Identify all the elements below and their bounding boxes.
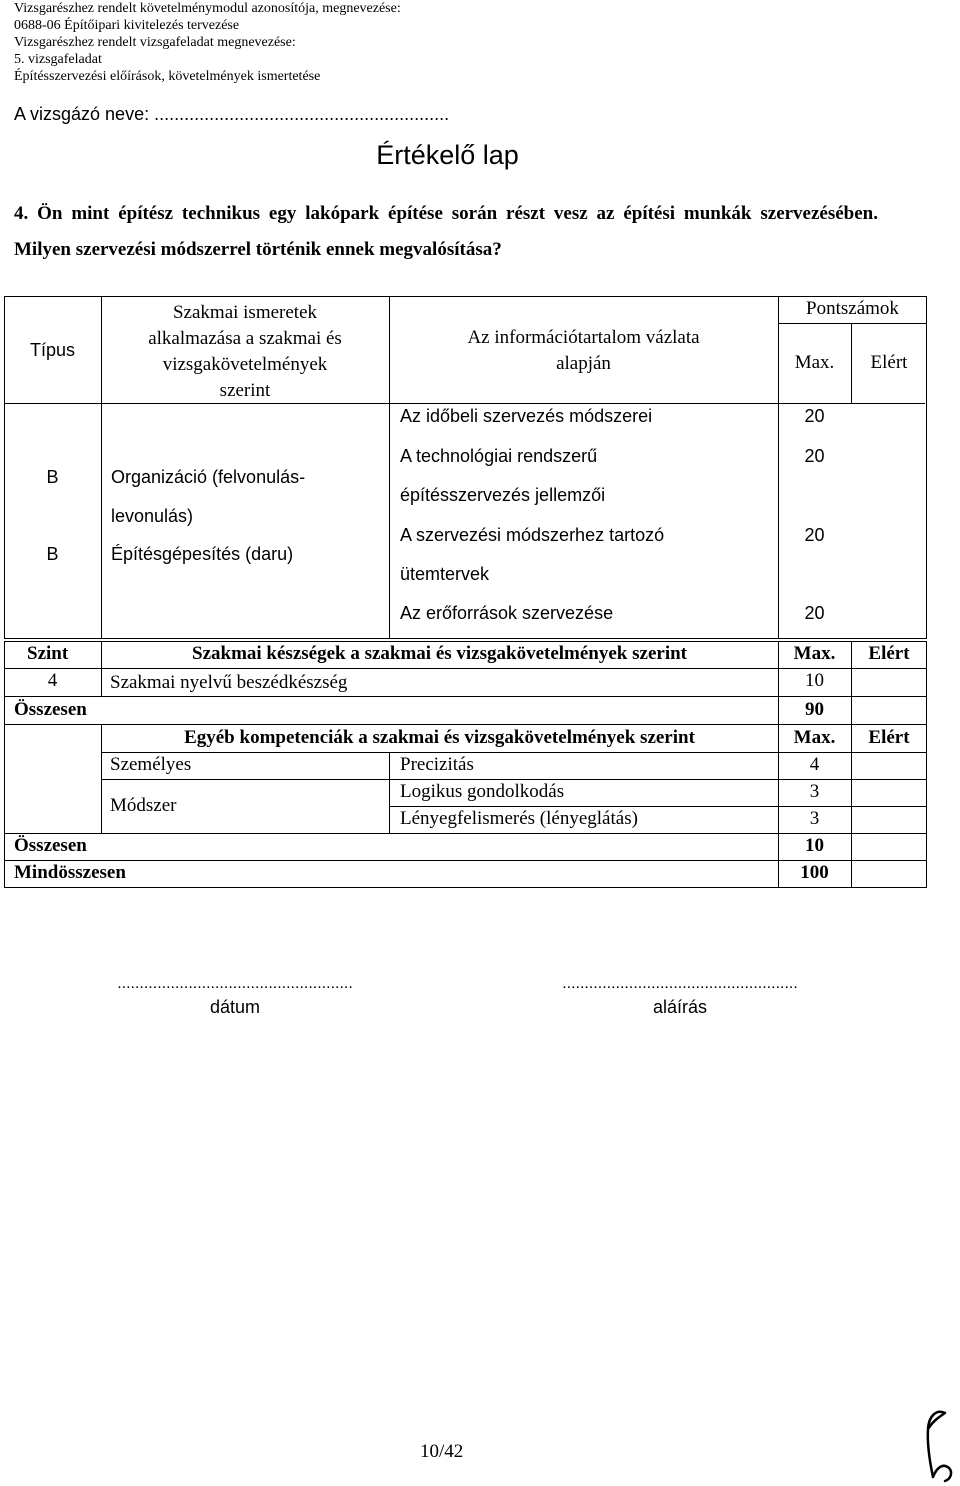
competence-item: Organizáció (felvonulás- — [111, 467, 306, 487]
other-total-label: Összesen — [14, 835, 87, 856]
header-line: 5. vizsgafeladat — [14, 52, 102, 67]
other-max-header: Max. — [793, 727, 836, 748]
skills-heading: Szakmai készségek a szakmai és vizsgakövetelmények szerint — [192, 643, 687, 664]
other-heading: Egyéb kompetenciák a szakmai és vizsgakövetelmények szerint — [184, 727, 695, 748]
col-info-header: Az információtartalom vázlata alapján — [467, 327, 700, 374]
info-item: A szervezési módszerhez tartozó — [400, 525, 665, 545]
task-question: 4. Ön mint építész technikus egy lakópark építése során részt vesz az építési munkák szervezésében. Milyen szervezési módszerrel történik ennek megvalósítása? — [14, 203, 878, 260]
col-elert-header: Elért — [870, 352, 908, 373]
handwritten-initial — [915, 1405, 960, 1486]
other-item: Lényegfelismerés (lényeglátás) — [400, 808, 638, 829]
other-group: Személyes — [110, 754, 192, 775]
header-line: 0688-06 Építőipari kivitelezés tervezése — [14, 18, 240, 33]
other-item: Logikus gondolkodás — [400, 781, 565, 802]
skill-name: Szakmai nyelvű beszédkészség — [110, 672, 348, 693]
skills-total-value: 90 — [805, 699, 824, 720]
other-item-max: 3 — [809, 781, 820, 802]
col-max-header: Max. — [794, 352, 835, 373]
competence-item: levonulás) — [111, 506, 194, 526]
col-szakmai-header: Szakmai ismeretek alkalmazása a szakmai és vizsgakövetelmények szerint — [148, 302, 342, 401]
skills-total-label: Összesen — [14, 699, 87, 720]
grand-total-value: 100 — [800, 862, 829, 883]
document-header — [14, 0, 401, 85]
info-item: ütemtervek — [400, 564, 490, 584]
skill-max: 10 — [805, 670, 824, 691]
date-label: dátum — [209, 997, 261, 1017]
skills-max-header: Max. — [793, 643, 836, 664]
skills-elert-header: Elért — [868, 643, 910, 664]
date-dotted-line: ..................................................... — [117, 975, 353, 992]
other-item-max: 4 — [809, 754, 820, 775]
other-item: Precizitás — [400, 754, 474, 775]
page-title: Értékelő lap — [376, 140, 519, 170]
other-elert-header: Elért — [868, 727, 910, 748]
competence-item: Építésgépesítés (daru) — [111, 544, 294, 564]
other-total-value: 10 — [805, 835, 824, 856]
other-item-max: 3 — [809, 808, 820, 829]
info-item: építésszervezés jellemzői — [400, 485, 606, 505]
header-line: Építésszervezési előírások, követelmények ismertetése — [14, 69, 321, 84]
examinee-name-label: A vizsgázó neve: ........................................................... — [14, 104, 450, 124]
type-code: B — [46, 467, 59, 487]
grand-total-label: Mindösszesen — [14, 862, 126, 883]
col-tipus-header: Típus — [29, 340, 76, 360]
col-szint-header: Szint — [27, 643, 69, 664]
signature-label: aláírás — [652, 997, 708, 1017]
max-score: 20 — [804, 406, 825, 426]
max-score: 20 — [804, 603, 825, 623]
header-line: Vizsgarészhez rendelt vizsgafeladat megnevezése: — [14, 35, 296, 50]
type-code: B — [46, 544, 59, 564]
info-item: Az időbeli szervezés módszerei — [400, 406, 653, 426]
signature-dotted-line: ..................................................... — [562, 975, 798, 992]
info-item: A technológiai rendszerű — [400, 446, 598, 466]
max-score: 20 — [804, 446, 825, 466]
other-group: Módszer — [110, 795, 177, 816]
header-line: Vizsgarészhez rendelt követelménymodul azonosítója, megnevezése: — [14, 1, 401, 16]
info-item: Az erőforrások szervezése — [400, 603, 614, 623]
max-score: 20 — [804, 525, 825, 545]
col-pontszamok-header: Pontszámok — [806, 298, 899, 319]
page-number: 10/42 — [420, 1441, 464, 1462]
skill-level: 4 — [47, 670, 58, 691]
